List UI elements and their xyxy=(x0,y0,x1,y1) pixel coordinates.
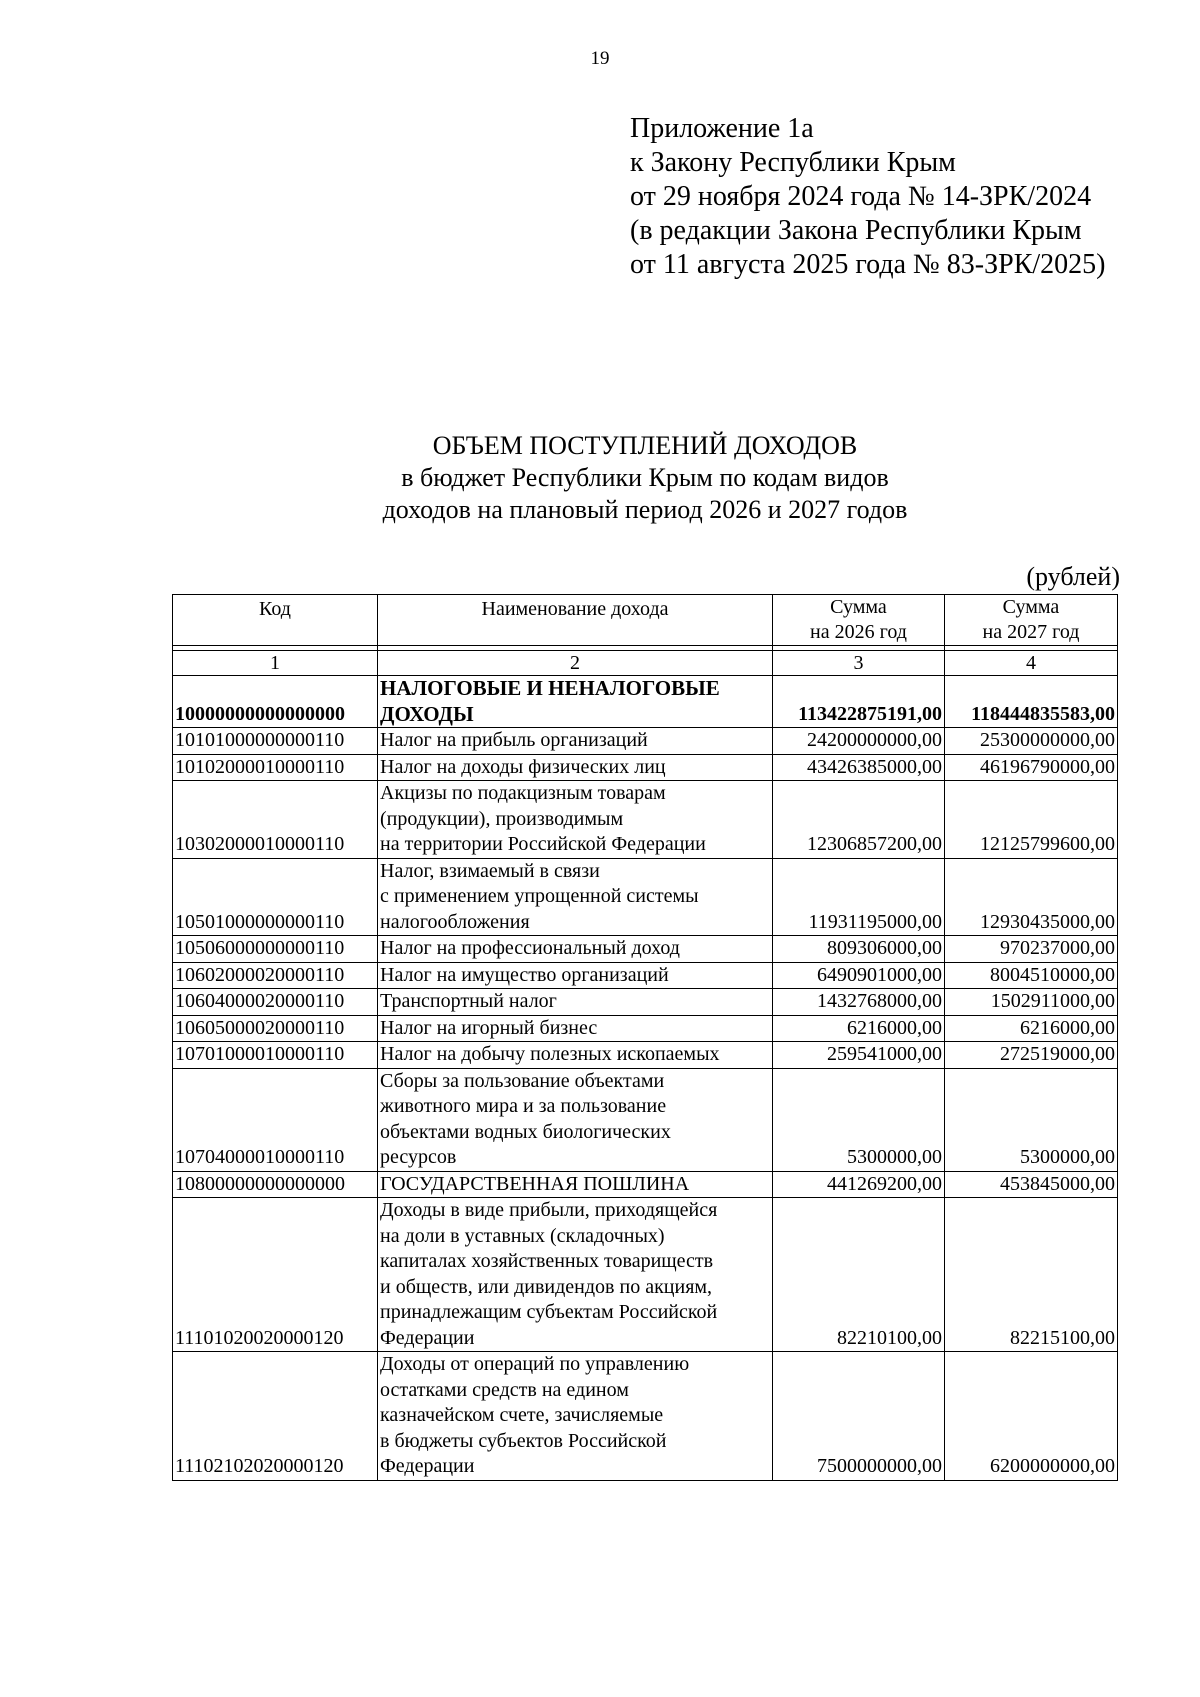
revenue-table-body xyxy=(173,595,1118,1481)
row-code: 10501000000000110 xyxy=(173,858,378,936)
page-number: 19 xyxy=(590,48,610,69)
row-code: 11101020020000120 xyxy=(173,1198,378,1352)
appendix-reference xyxy=(630,112,1105,282)
row-code: 10302000010000110 xyxy=(173,781,378,859)
row-code: 10605000020000110 xyxy=(173,1015,378,1042)
row-code: 11102102020000120 xyxy=(173,1352,378,1481)
row-name: Транспортный налог xyxy=(378,989,773,1016)
column-number: 2 xyxy=(378,651,773,676)
row-code: 10101000000000110 xyxy=(173,728,378,755)
document-title xyxy=(0,430,1200,526)
row-name: Налог, взимаемый в связи с применением упрощенной системы налогообложения xyxy=(378,858,773,936)
row-name: Налог на добычу полезных ископаемых xyxy=(378,1042,773,1069)
row-code: 10701000010000110 xyxy=(173,1042,378,1069)
header-sum-2027: Сумма на 2027 год xyxy=(945,595,1118,646)
row-sum-2026: 113422875191,00 xyxy=(773,676,945,728)
row-sum-2027: 5300000,00 xyxy=(945,1068,1118,1171)
row-sum-2027: 8004510000,00 xyxy=(945,962,1118,989)
row-code: 10704000010000110 xyxy=(173,1068,378,1171)
row-sum-2027: 6216000,00 xyxy=(945,1015,1118,1042)
title-line: ОБЪЕМ ПОСТУПЛЕНИЙ ДОХОДОВ xyxy=(432,431,858,460)
row-name: Доходы от операций по управлению остатками средств на едином казначейском счете, зачисляемые в бюджеты субъектов Российской Федерации xyxy=(378,1352,773,1481)
table-row xyxy=(173,936,1118,963)
row-sum-2026: 82210100,00 xyxy=(773,1198,945,1352)
row-name: Акцизы по подакцизным товарам (продукции), производимым на территории Российской Федерации xyxy=(378,781,773,859)
title-line: в бюджет Республики Крым по кодам видов xyxy=(401,463,889,492)
row-sum-2027: 12125799600,00 xyxy=(945,781,1118,859)
row-sum-2026: 11931195000,00 xyxy=(773,858,945,936)
row-sum-2026: 24200000000,00 xyxy=(773,728,945,755)
appendix-line: от 29 ноября 2024 года № 14-ЗРК/2024 xyxy=(630,181,1092,212)
row-code: 10800000000000000 xyxy=(173,1171,378,1198)
row-sum-2026: 5300000,00 xyxy=(773,1068,945,1171)
header-code: Код xyxy=(173,595,378,646)
row-sum-2027: 1502911000,00 xyxy=(945,989,1118,1016)
table-row xyxy=(173,1042,1118,1069)
row-name: НАЛОГОВЫЕ И НЕНАЛОГОВЫЕ ДОХОДЫ xyxy=(378,676,773,728)
row-code: 10102000010000110 xyxy=(173,754,378,781)
units-label: (рублей) xyxy=(1026,562,1120,591)
row-sum-2027: 25300000000,00 xyxy=(945,728,1118,755)
row-name: Доходы в виде прибыли, приходящейся на доли в уставных (складочных) капиталах хозяйственных товариществ и обществ, или дивидендов по акциям, принадлежащим субъектам Российской Федерации xyxy=(378,1198,773,1352)
row-code: 10604000020000110 xyxy=(173,989,378,1016)
row-name: Налог на профессиональный доход xyxy=(378,936,773,963)
row-sum-2027: 12930435000,00 xyxy=(945,858,1118,936)
row-sum-2027: 82215100,00 xyxy=(945,1198,1118,1352)
row-sum-2027: 46196790000,00 xyxy=(945,754,1118,781)
column-number-row xyxy=(173,651,1118,676)
row-name: Налог на прибыль организаций xyxy=(378,728,773,755)
row-code: 10602000020000110 xyxy=(173,962,378,989)
table-header-row xyxy=(173,595,1118,646)
row-sum-2027: 118444835583,00 xyxy=(945,676,1118,728)
row-sum-2026: 12306857200,00 xyxy=(773,781,945,859)
row-sum-2026: 6216000,00 xyxy=(773,1015,945,1042)
header-sum-2026: Сумма на 2026 год xyxy=(773,595,945,646)
table-row xyxy=(173,962,1118,989)
row-sum-2026: 7500000000,00 xyxy=(773,1352,945,1481)
header-name: Наименование дохода xyxy=(378,595,773,646)
row-name: Налог на игорный бизнес xyxy=(378,1015,773,1042)
row-sum-2026: 6490901000,00 xyxy=(773,962,945,989)
appendix-line: (в редакции Закона Республики Крым xyxy=(630,215,1082,246)
column-number: 3 xyxy=(773,651,945,676)
row-sum-2027: 6200000000,00 xyxy=(945,1352,1118,1481)
appendix-line: к Закону Республики Крым xyxy=(630,147,956,178)
column-number: 1 xyxy=(173,651,378,676)
row-sum-2026: 1432768000,00 xyxy=(773,989,945,1016)
table-row xyxy=(173,1198,1118,1352)
row-name: Налог на доходы физических лиц xyxy=(378,754,773,781)
row-sum-2026: 441269200,00 xyxy=(773,1171,945,1198)
table-row xyxy=(173,781,1118,859)
row-sum-2027: 453845000,00 xyxy=(945,1171,1118,1198)
table-row xyxy=(173,676,1118,728)
row-name: Налог на имущество организаций xyxy=(378,962,773,989)
row-sum-2026: 43426385000,00 xyxy=(773,754,945,781)
table-row xyxy=(173,989,1118,1016)
table-row xyxy=(173,1171,1118,1198)
appendix-line: от 11 августа 2025 года № 83-ЗРК/2025) xyxy=(630,249,1106,280)
table-row xyxy=(173,858,1118,936)
table-row xyxy=(173,1068,1118,1171)
row-sum-2026: 259541000,00 xyxy=(773,1042,945,1069)
table-row xyxy=(173,754,1118,781)
row-sum-2027: 970237000,00 xyxy=(945,936,1118,963)
table-row xyxy=(173,1015,1118,1042)
revenue-table xyxy=(172,594,1118,1481)
row-sum-2026: 809306000,00 xyxy=(773,936,945,963)
row-sum-2027: 272519000,00 xyxy=(945,1042,1118,1069)
row-name: Сборы за пользование объектами животного мира и за пользование объектами водных биологических ресурсов xyxy=(378,1068,773,1171)
appendix-line: Приложение 1а xyxy=(630,113,814,144)
title-line: доходов на плановый период 2026 и 2027 годов xyxy=(382,495,908,524)
table-row xyxy=(173,1352,1118,1481)
row-name: ГОСУДАРСТВЕННАЯ ПОШЛИНА xyxy=(378,1171,773,1198)
row-code: 10000000000000000 xyxy=(173,676,378,728)
column-number: 4 xyxy=(945,651,1118,676)
row-code: 10506000000000110 xyxy=(173,936,378,963)
table-row xyxy=(173,728,1118,755)
